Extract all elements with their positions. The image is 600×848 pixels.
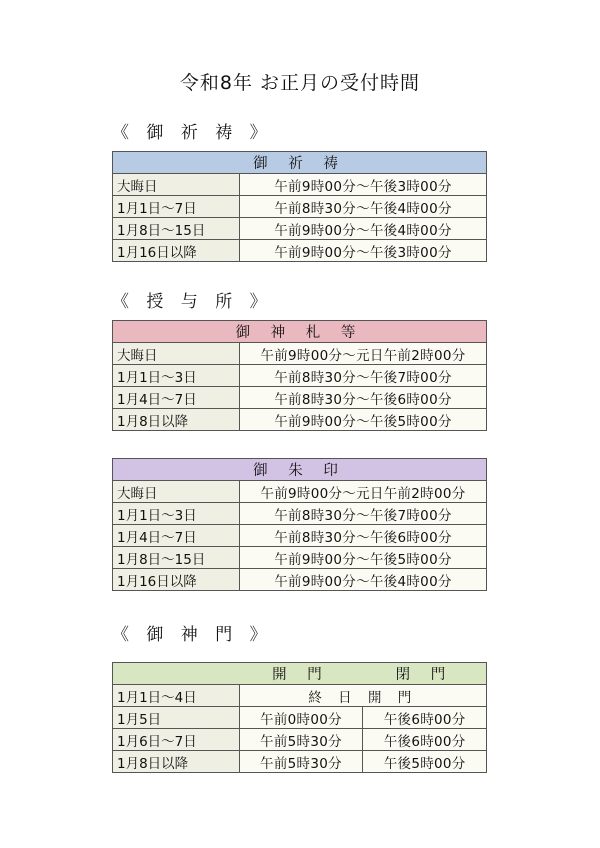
date-cell: 1月5日 [113,707,240,729]
table-row [113,707,487,729]
date-cell: 大晦日 [113,481,240,503]
table-header: 御 神 札 等 [113,321,487,343]
page-title: 令和8年 お正月の受付時間 [179,72,421,94]
open-time-cell: 午前5時30分 [239,751,363,773]
table-header: 御 祈 祷 [113,152,487,174]
date-cell: 大晦日 [113,343,240,365]
time-cell: 午前9時00分～午後5時00分 [240,547,487,569]
table-row [113,569,487,591]
time-cell: 午前9時00分～午後5時00分 [240,409,487,431]
table-row [113,409,487,431]
date-cell: 1月1日～7日 [113,196,240,218]
open-time-cell: 午前5時30分 [239,729,363,751]
table-header-blank [113,663,240,685]
date-cell: 1月8日～15日 [113,547,240,569]
date-cell: 1月1日～4日 [113,685,240,707]
table-row [113,729,487,751]
date-cell: 1月8日以降 [113,751,240,773]
time-cell: 午前9時00分～午後3時00分 [240,240,487,262]
table-row [113,503,487,525]
date-cell: 1月6日～7日 [113,729,240,751]
table-row [113,547,487,569]
table-row [113,481,487,503]
time-cell: 午前8時30分～午後6時00分 [240,525,487,547]
gate-table [112,662,487,773]
table-header: 御 朱 印 [113,459,487,481]
close-time-cell: 午後5時00分 [363,751,487,773]
all-day-cell: 終 日 開 門 [239,685,486,707]
date-cell: 1月1日～3日 [113,503,240,525]
time-cell: 午前9時00分～午後3時00分 [240,174,487,196]
close-time-cell: 午後6時00分 [363,729,487,751]
section-heading-goshinmon: 《 御 神 門 》 [112,625,273,645]
gokitou-table [112,151,487,262]
time-cell: 午前8時30分～午後7時00分 [240,365,487,387]
table-row [113,365,487,387]
time-cell: 午前8時30分～午後7時00分 [240,503,487,525]
goshuin-table [112,458,487,591]
table-row [113,387,487,409]
section-heading-gokitou: 《 御 祈 祷 》 [112,123,273,143]
table-row [113,196,487,218]
date-cell: 1月8日以降 [113,409,240,431]
table-row [113,218,487,240]
table-row [113,685,487,707]
ofuda-table [112,320,487,431]
time-cell: 午前9時00分～午後4時00分 [240,218,487,240]
date-cell: 1月1日～3日 [113,365,240,387]
date-cell: 1月8日～15日 [113,218,240,240]
table-row [113,525,487,547]
date-cell: 1月16日以降 [113,240,240,262]
date-cell: 1月16日以降 [113,569,240,591]
close-header: 閉 門 [363,663,487,685]
table-row [113,174,487,196]
table-row [113,751,487,773]
time-cell: 午前8時30分～午後6時00分 [240,387,487,409]
table-row [113,240,487,262]
time-cell: 午前9時00分～元日午前2時00分 [240,481,487,503]
table-row [113,343,487,365]
open-header: 開 門 [239,663,363,685]
open-time-cell: 午前0時00分 [239,707,363,729]
date-cell: 1月4日～7日 [113,525,240,547]
time-cell: 午前9時00分～午後4時00分 [240,569,487,591]
date-cell: 1月4日～7日 [113,387,240,409]
date-cell: 大晦日 [113,174,240,196]
time-cell: 午前8時30分～午後4時00分 [240,196,487,218]
close-time-cell: 午後6時00分 [363,707,487,729]
time-cell: 午前9時00分～元日午前2時00分 [240,343,487,365]
section-heading-juyosho: 《 授 与 所 》 [112,292,273,312]
